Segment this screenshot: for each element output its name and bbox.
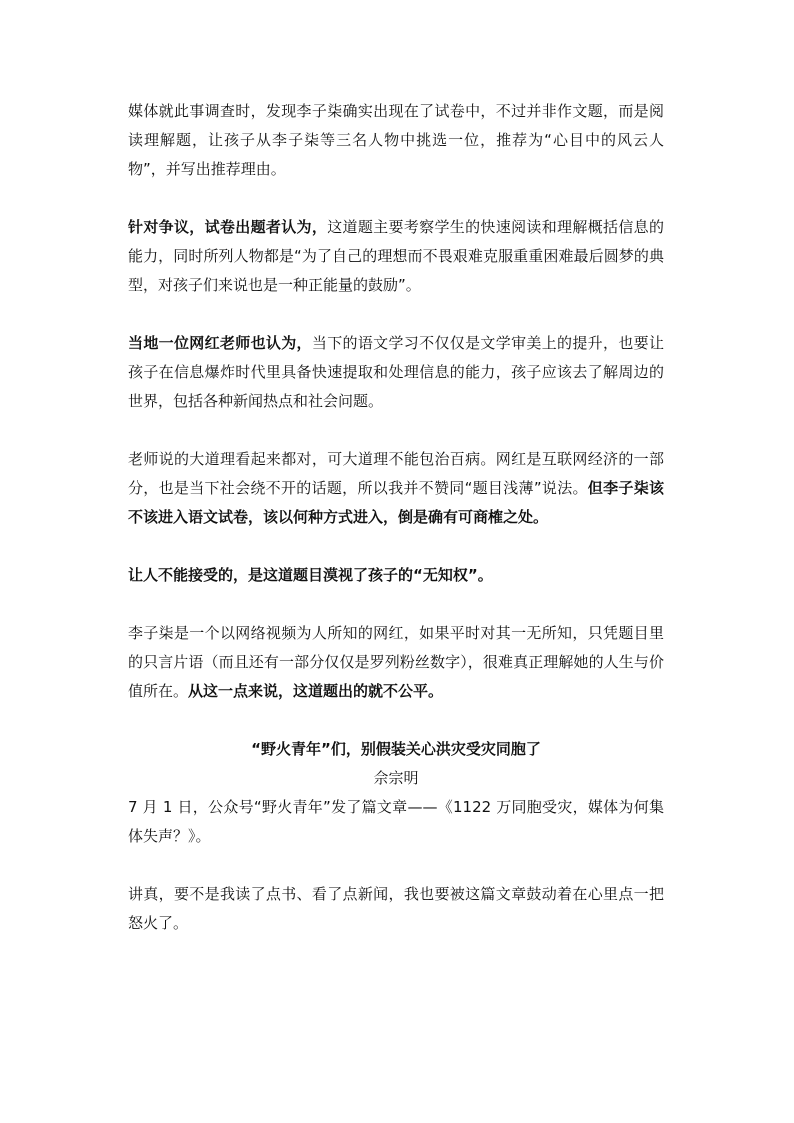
paragraph-teacher — [128, 329, 664, 416]
paragraph-gap — [128, 184, 664, 213]
paragraph-fairness-text: 李子柒是一个以网络视频为人所知的网红，如果平时对其一无所知，只凭题目里的只言片语（而且还有一部分仅仅是罗列粉丝数字），很难真正理解她的人生与价值所在。 — [128, 624, 664, 700]
paragraph-gap — [128, 300, 664, 329]
paragraph-question-setter — [128, 213, 664, 300]
paragraph-gap — [128, 416, 664, 445]
document-page — [128, 97, 664, 938]
paragraph-argument — [128, 445, 664, 532]
paragraph-ignorance-right — [128, 561, 664, 590]
paragraph-argument-bold: 但李子柒该不该进入语文试卷，该以何种方式进入，倒是确有可商榷之处。 — [128, 479, 664, 526]
paragraph-survey — [128, 97, 664, 184]
paragraph-teacher-lead: 当地一位网红老师也认为， — [128, 334, 312, 352]
paragraph-teacher-text: 当下的语文学习不仅仅是文学审美上的提升，也要让孩子在信息爆炸时代里具备快速提取和处理信息的能力，孩子应该去了解周边的世界，包括各种新闻热点和社会问题。 — [128, 334, 664, 410]
paragraph-survey-text: 媒体就此事调查时，发现李子柒确实出现在了试卷中，不过并非作文题，而是阅读理解题，让孩子从李子柒等三名人物中挑选一位，推荐为“心目中的风云人物”，并写出推荐理由。 — [128, 102, 664, 178]
paragraph-fairness — [128, 619, 664, 706]
paragraph-gap — [128, 706, 664, 735]
paragraph-honestly — [128, 880, 664, 938]
paragraph-argument-text: 老师说的大道理看起来都对，可大道理不能包治百病。网红是互联网经济的一部分，也是当下社会绕不开的话题，所以我并不赞同“题目浅薄”说法。 — [128, 450, 664, 497]
paragraph-wildfire-post-text: 7 月 1 日，公众号“野火青年”发了篇文章——《1122 万同胞受灾，媒体为何集体失声？》。 — [128, 798, 664, 845]
paragraph-gap — [128, 851, 664, 880]
paragraph-gap — [128, 590, 664, 619]
paragraph-wildfire-post — [128, 793, 664, 851]
paragraph-fairness-bold: 从这一点来说，这道题出的就不公平。 — [188, 682, 444, 700]
paragraph-gap — [128, 532, 664, 561]
article-author: 佘宗明 — [373, 769, 419, 787]
paragraph-question-setter-text: 这道题主要考察学生的快速阅读和理解概括信息的能力，同时所列人物都是“为了自己的理想而不畏艰难克服重重困难最后圆梦的典型，对孩子们来说也是一种正能量的鼓励”。 — [128, 218, 664, 294]
paragraph-question-setter-lead: 针对争议，试卷出题者认为， — [128, 218, 328, 236]
paragraph-honestly-text: 讲真，要不是我读了点书、看了点新闻，我也要被这篇文章鼓动着在心里点一把怒火了。 — [128, 885, 664, 932]
article-title: “野火青年”们，别假装关心洪灾受灾同胞了 — [251, 740, 541, 758]
paragraph-ignorance-right-text: 让人不能接受的，是这道题目漠视了孩子的“无知权”。 — [128, 566, 493, 584]
